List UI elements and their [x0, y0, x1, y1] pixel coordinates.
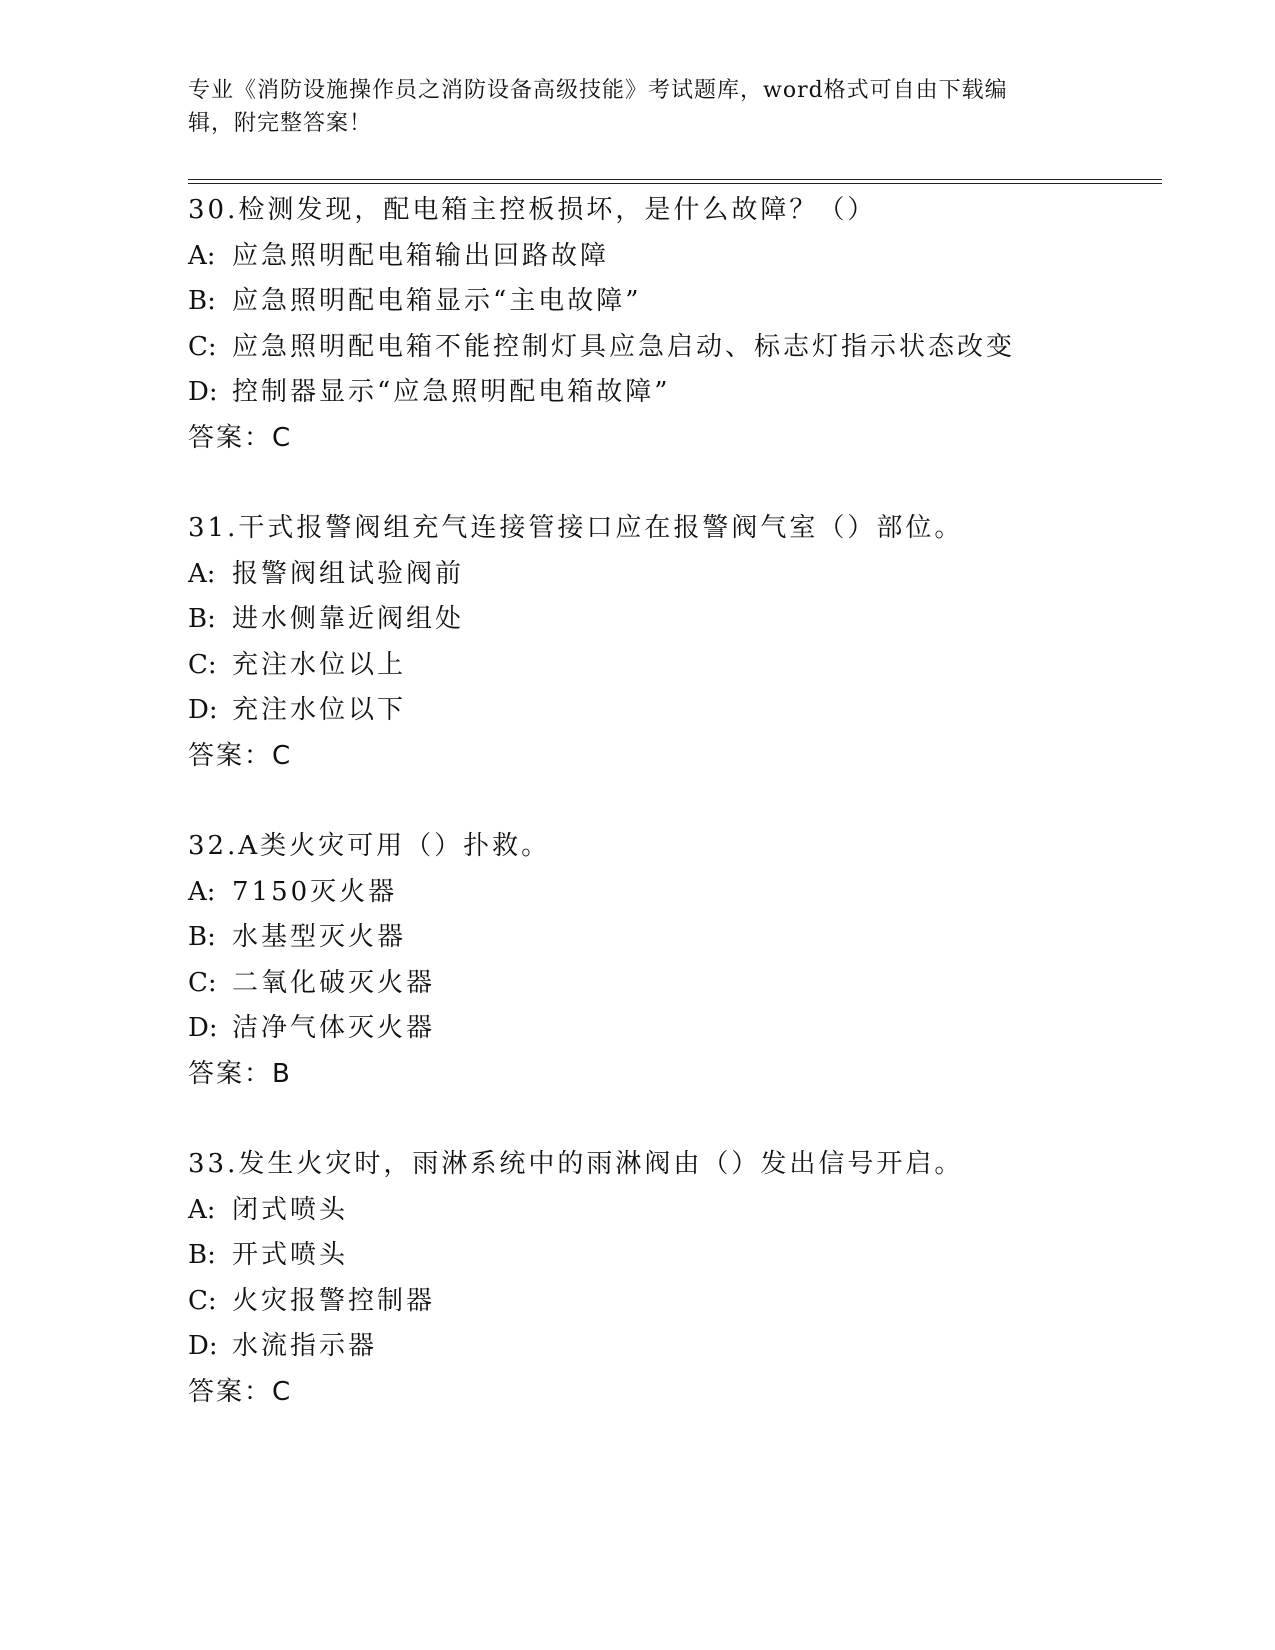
option-a	[188, 1188, 1148, 1234]
question-stem: 32.A类火灾可用（）扑救。	[188, 831, 551, 861]
option-b	[188, 597, 1148, 643]
option-letter: A:	[188, 558, 216, 589]
option-letter: D:	[188, 1013, 218, 1043]
option-text: 开式喷头	[232, 1240, 349, 1270]
option-letter: A:	[188, 876, 216, 907]
question-stem: 30.检测发现，配电箱主控板损坏，是什么故障？（）	[188, 195, 877, 225]
question-32	[188, 824, 1148, 1097]
question-stem: 31.干式报警阀组充气连接管接口应在报警阀气室（）部位。	[188, 513, 964, 543]
option-letter: B:	[188, 1240, 216, 1270]
option-letter: B:	[188, 286, 216, 316]
option-letter: D:	[188, 695, 218, 725]
header-line-2: 辑，附完整答案！	[188, 111, 373, 136]
option-text: 充注水位以下	[232, 695, 407, 725]
option-d	[188, 1006, 1148, 1052]
question-33	[188, 1142, 1148, 1415]
question-stem: 33.发生火灾时，雨淋系统中的雨淋阀由（）发出信号开启。	[188, 1149, 964, 1179]
option-letter: C:	[188, 649, 217, 680]
option-a	[188, 870, 1148, 916]
header-line-1: 专业《消防设施操作员之消防设备高级技能》考试题库，word格式可自由下载编	[188, 78, 1008, 103]
question-30	[188, 188, 1148, 461]
option-letter: B:	[188, 922, 216, 952]
option-letter: C:	[188, 331, 217, 362]
option-c	[188, 325, 1148, 371]
option-text: 洁净气体灭火器	[232, 1013, 436, 1043]
option-d	[188, 370, 1148, 416]
option-letter: A:	[188, 240, 216, 271]
option-letter: D:	[188, 377, 218, 407]
option-text: 应急照明配电箱显示“主电故障”	[232, 286, 642, 316]
option-text: 闭式喷头	[232, 1194, 349, 1225]
option-b	[188, 915, 1148, 961]
header-divider-bottom	[188, 183, 1162, 184]
option-letter: A:	[188, 1194, 216, 1225]
option-c	[188, 961, 1148, 1007]
option-text: 充注水位以上	[232, 649, 407, 680]
option-b	[188, 279, 1148, 325]
answer-line: 答案：C	[188, 1376, 293, 1407]
option-c	[188, 1279, 1148, 1325]
option-letter: B:	[188, 604, 216, 634]
option-d	[188, 1324, 1148, 1370]
question-list	[188, 188, 1148, 1460]
answer-line: 答案：B	[188, 1058, 292, 1089]
option-text: 报警阀组试验阀前	[232, 558, 465, 589]
option-c	[188, 643, 1148, 689]
answer-line: 答案：C	[188, 422, 293, 453]
option-a	[188, 234, 1148, 280]
option-b	[188, 1233, 1148, 1279]
header-divider-top	[188, 179, 1162, 180]
option-a	[188, 552, 1148, 598]
option-text: 应急照明配电箱输出回路故障	[232, 240, 610, 271]
option-text: 水流指示器	[232, 1331, 378, 1361]
option-text: 控制器显示“应急照明配电箱故障”	[232, 377, 671, 407]
option-letter: C:	[188, 1285, 217, 1316]
option-text: 7150灭火器	[232, 876, 398, 907]
document-header	[188, 74, 1068, 140]
answer-line: 答案：C	[188, 740, 293, 771]
option-text: 火灾报警控制器	[232, 1285, 436, 1316]
option-text: 水基型灭火器	[232, 922, 407, 952]
option-text: 二氧化破灭火器	[232, 967, 436, 998]
option-text: 进水侧靠近阀组处	[232, 604, 465, 634]
option-d	[188, 688, 1148, 734]
option-text: 应急照明配电箱不能控制灯具应急启动、标志灯指示状态改变	[232, 331, 1016, 362]
question-31	[188, 506, 1148, 779]
option-letter: C:	[188, 967, 217, 998]
option-letter: D:	[188, 1331, 218, 1361]
